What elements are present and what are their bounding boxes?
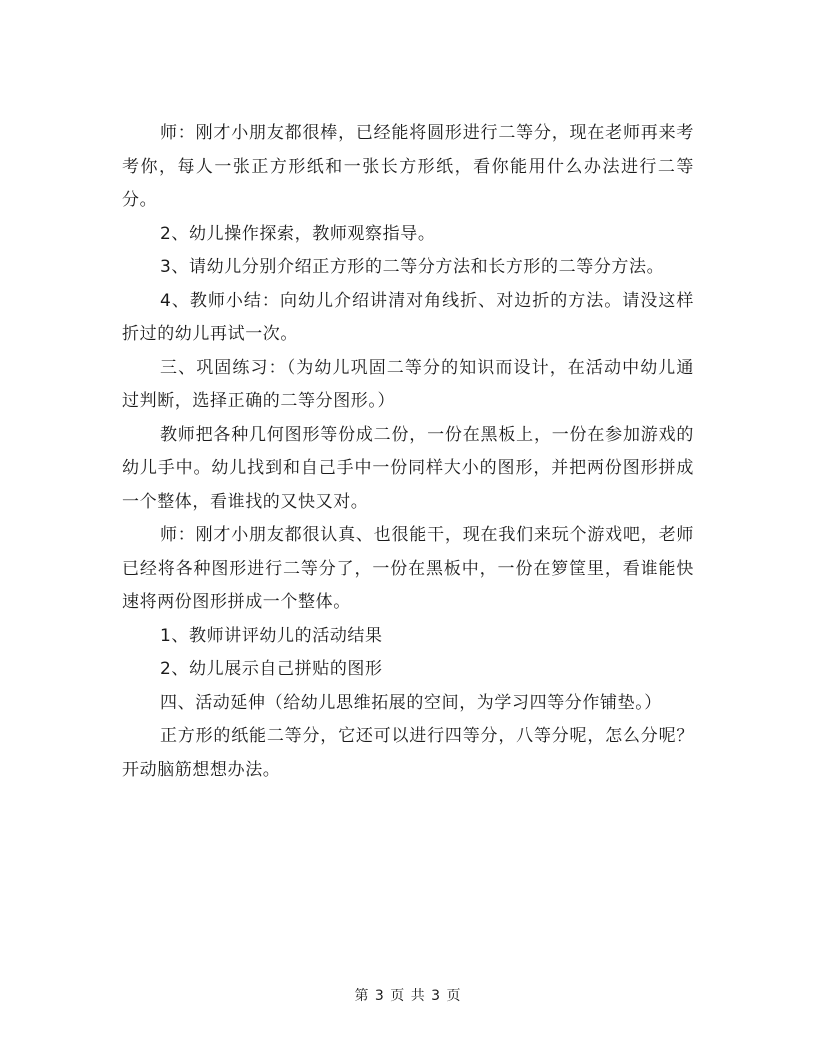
paragraph: 师：刚才小朋友都很棒，已经能将圆形进行二等分，现在老师再来考考你，每人一张正方形纸和一张长方形纸，看你能用什么办法进行二等分。 [122, 123, 694, 210]
paragraph: 教师把各种几何图形等份成二份，一份在黑板上，一份在参加游戏的幼儿手中。幼儿找到和自己手中一份同样大小的图形，并把两份图形拼成一个整体，看谁找的又快又对。 [122, 424, 694, 512]
document-body [122, 117, 694, 787]
paragraph: 2、幼儿展示自己拼贴的图形 [160, 659, 383, 679]
page-footer [0, 985, 816, 1005]
paragraph: 2、幼儿操作探索，教师观察指导。 [160, 223, 436, 244]
paragraph: 4、教师小结：向幼儿介绍讲清对角线折、对边折的方法。请没这样折过的幼儿再试一次。 [122, 290, 694, 344]
paragraph: 1、教师讲评幼儿的活动结果 [160, 625, 383, 646]
paragraph: 三、巩固练习：（为幼儿巩固二等分的知识而设计，在活动中幼儿通过判断，选择正确的二等分图形。） [122, 357, 694, 411]
paragraph: 四、活动延伸（给幼儿思维拓展的空间，为学习四等分作铺垫。） [160, 692, 662, 713]
paragraph: 3、请幼儿分别介绍正方形的二等分方法和长方形的二等分方法。 [160, 257, 665, 277]
page-number: 第 3 页 共 3 页 [354, 988, 462, 1004]
paragraph: 正方形的纸能二等分，它还可以进行四等分，八等分呢，怎么分呢？开动脑筋想想办法。 [122, 726, 694, 780]
paragraph: 师：刚才小朋友都很认真、也很能干，现在我们来玩个游戏吧，老师已经将各种图形进行二等分了，一份在黑板中，一份在箩筐里，看谁能快速将两份图形拼成一个整体。 [122, 525, 694, 612]
